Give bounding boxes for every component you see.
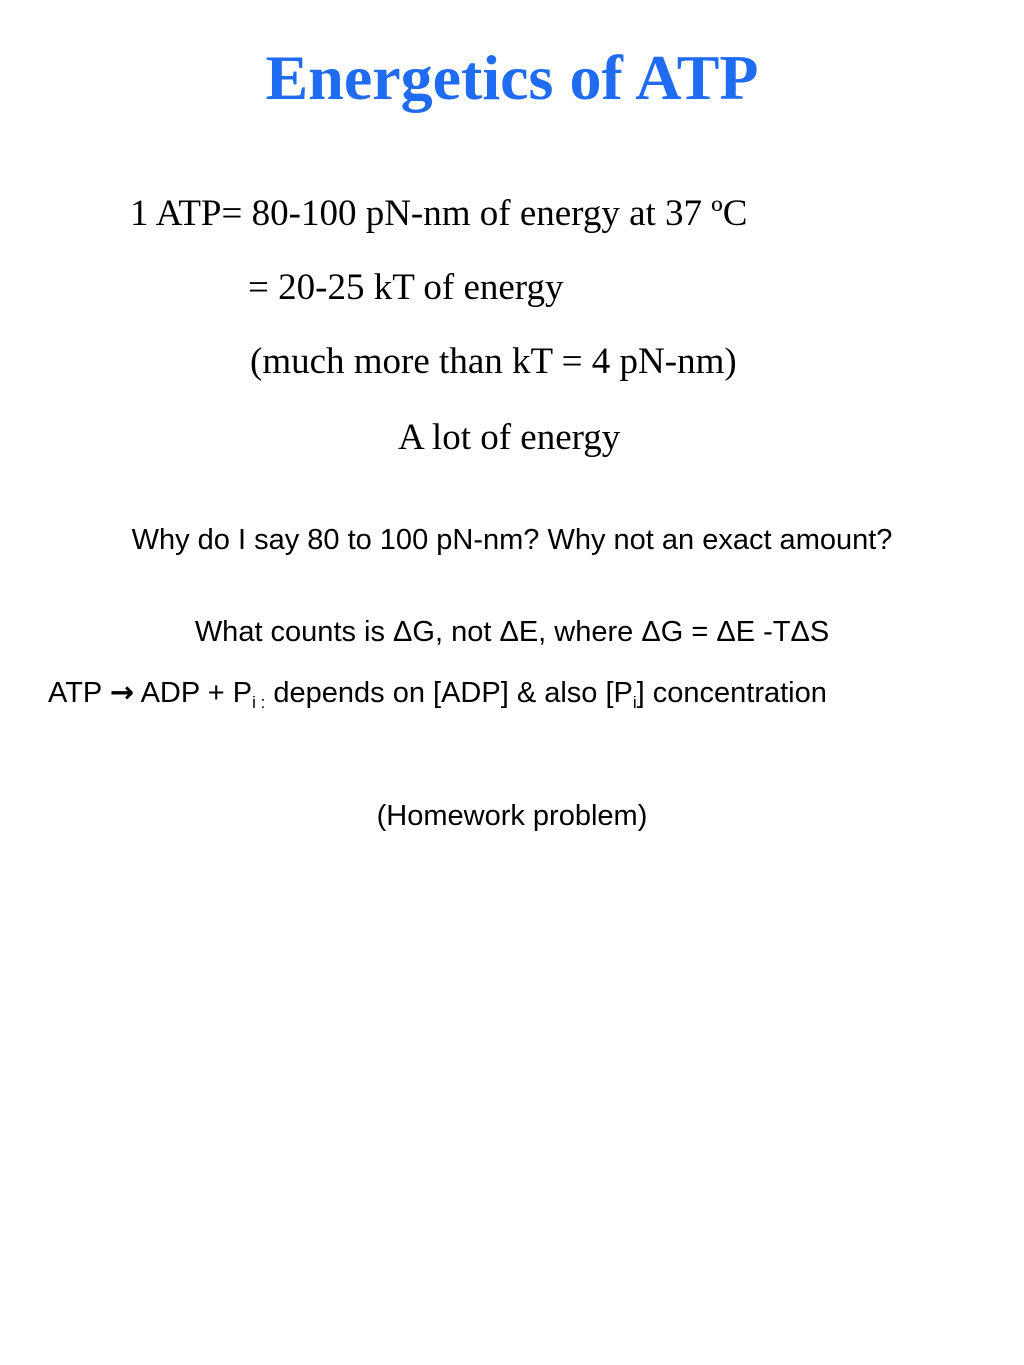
dependence-text: depends on [ADP] & also [P <box>273 677 633 709</box>
homework-line: (Homework problem) <box>376 800 648 832</box>
products-subscript: i : <box>252 693 266 712</box>
free-energy-line: What counts is ΔG, not ΔE, where ΔG = ΔE -TΔS <box>194 616 830 648</box>
energy-line-summary: A lot of energy <box>398 417 621 458</box>
question-line: Why do I say 80 to 100 pN-nm? Why not an exact amount? <box>131 524 893 556</box>
energy-line-atp: 1 ATP= 80-100 pN-nm of energy at 37 ºC <box>130 193 748 234</box>
energy-line-kt: = 20-25 kT of energy <box>248 267 564 308</box>
right-arrow-icon: → <box>109 675 135 709</box>
slide-title: Energetics of ATP <box>265 42 759 113</box>
concentration-tail: ] concentration <box>636 677 827 709</box>
products-text: ADP + P <box>140 677 253 709</box>
concentration-subscript: i <box>632 693 637 712</box>
reactant-text: ATP <box>48 677 102 709</box>
reaction-line <box>48 674 827 711</box>
energy-line-comparison: (much more than kT = 4 pN-nm) <box>250 341 737 382</box>
